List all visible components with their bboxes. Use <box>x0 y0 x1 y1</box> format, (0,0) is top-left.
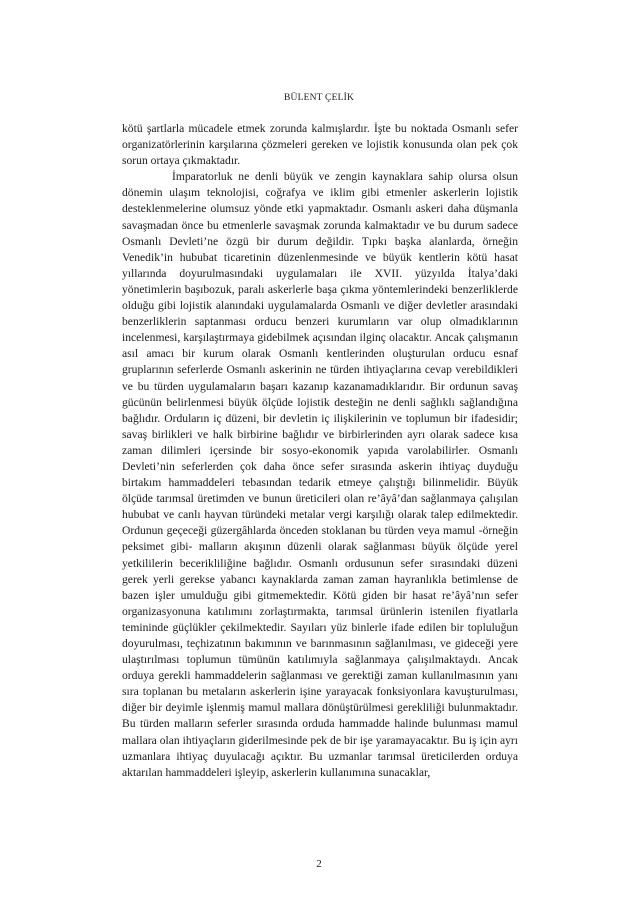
paragraph: kötü şartlarla mücadele etmek zorunda kalmışlardır. İşte bu noktada Osmanlı sefer organizatörlerinin karşılarına çözmeleri gereken ve lojistik konusunda olan pek çok sorun ortaya çıkmaktadır. <box>122 122 518 168</box>
paragraph: İmparatorluk ne denli büyük ve zengin kaynaklara sahip olursa olsun dönemin ulaşım teknolojisi, coğrafya ve iklim gibi etmenler askerlerin lojistik desteklenmelerine olumsuz yönde etki yapmaktadır. Osmanlı askeri daha düşmanla savaşmadan önce bu etmenlerle savaşmak zorunda kalmaktadır ve bu durum sadece Osmanlı Devleti’ne özgü bir durum değildir. Tıpkı başka alanlarda, örneğin Venedik’in hububat ticaretinin düzenlenmesinde ve büyük kentlerin kötü hasat yıllarında doyurulmasındaki uygulamaları ile XVII. yüzyılda İtalya’daki yönetimlerin başıbozuk, paralı askerlerle başa çıkma yöntemlerindeki benzerliklerde olduğu gibi lojistik alanındaki uygulamalarda Osmanlı ve diğer devletler arasındaki benzerliklerin saptanması orducu benzeri kurumların var olup olmadıklarının incelenmesi, karşılaştırmaya gidebilmek açısından ilginç olacaktır. Ancak çalışmanın asıl amacı bir kurum olarak Osmanlı kentlerinden oluşturulan orducu esnaf gruplarının seferlerde Osmanlı askerinin ne türden ihtiyaçlarına cevap verebildikleri ve bu türden uygulamaların başarı kazanıp kazanamadıklarıdır. Bir ordunun savaş gücünün belirlenmesi büyük ölçüde lojistik desteğin ne denli sağlıklı sağlandığına bağlıdır. Orduların iç düzeni, bir devletin iç ilişkilerinin ve toplumun bir ifadesidir; savaş birlikleri ve halk birbirine bağlıdır ve birbirlerinden ayrı olarak sadece kısa zaman dilimleri içersinde bir sosyo-ekonomik yapıda varolabilirler. Osmanlı Devleti’nin seferlerden çok daha önce sefer sırasında askerin ihtiyaç duyduğu birtakım hammaddeleri tebasından tedarik etmeye çalıştığı bilinmelidir. Büyük ölçüde tarımsal üretimden ve bunun üreticileri olan re’âyâ’dan sağlanmaya çalışılan hububat ve canlı hayvan türündeki metalar vergi karşılığı olarak talep edilmektedir. Ordunun geçeceği güzergâhlarda önceden stoklanan bu türden veya mamul -örneğin peksimet gibi- malların akışının düzenli olarak sağlanması büyük ölçüde yerel yetkililerin becerikliliğine bağlıdır. Osmanlı ordusunun sefer sırasındaki düzeni gerek yerli gerekse yabancı kaynaklarda zaman zaman hayranlıkla betimlense de bazen işler umulduğu gibi gitmemektedir. Kötü giden bir hasat re’âyâ’nın sefer organizasyonuna katılımını zorlaştırmakta, tarımsal ürünlerin istenilen fiyatlarla temininde güçlükler çekilmektedir. Sayıları yüz binlerle ifade edilen bir topluluğun doyurulması, teçhizatının bakımının ve barınmasının sağlanılması, ve gideceği yere ulaştırılması toplumun tümünün katılımıyla sağlanmaya çalışılmaktaydı. Ancak orduya gerekli hammaddelerin sağlanması ve gerektiği zaman kullanılmasının yanı sıra toplanan bu metaların askerlerin işine yarayacak fonksiyonlara kavuşturulması, diğer bir deyimle işlenmiş mamul mallara dönüştürülmesi gerekliliği bulunmaktadır. Bu türden malların seferler sırasında orduda hammadde halinde bulunması mamul mallara olan ihtiyaçların giderilmesinde pek de bir işe yaramayacaktır. Bu iş için ayrı uzmanlara ihtiyaç duyulacağı açıktır. Bu uzmanlar tarımsal üreticilerden orduya aktarılan hammaddeleri işleyip, askerlerin kullanımına sunacaklar, <box>122 170 518 779</box>
page-number: 2 <box>316 858 322 870</box>
body-text <box>122 121 518 781</box>
running-header: BÜLENT ÇELİK <box>283 93 355 103</box>
